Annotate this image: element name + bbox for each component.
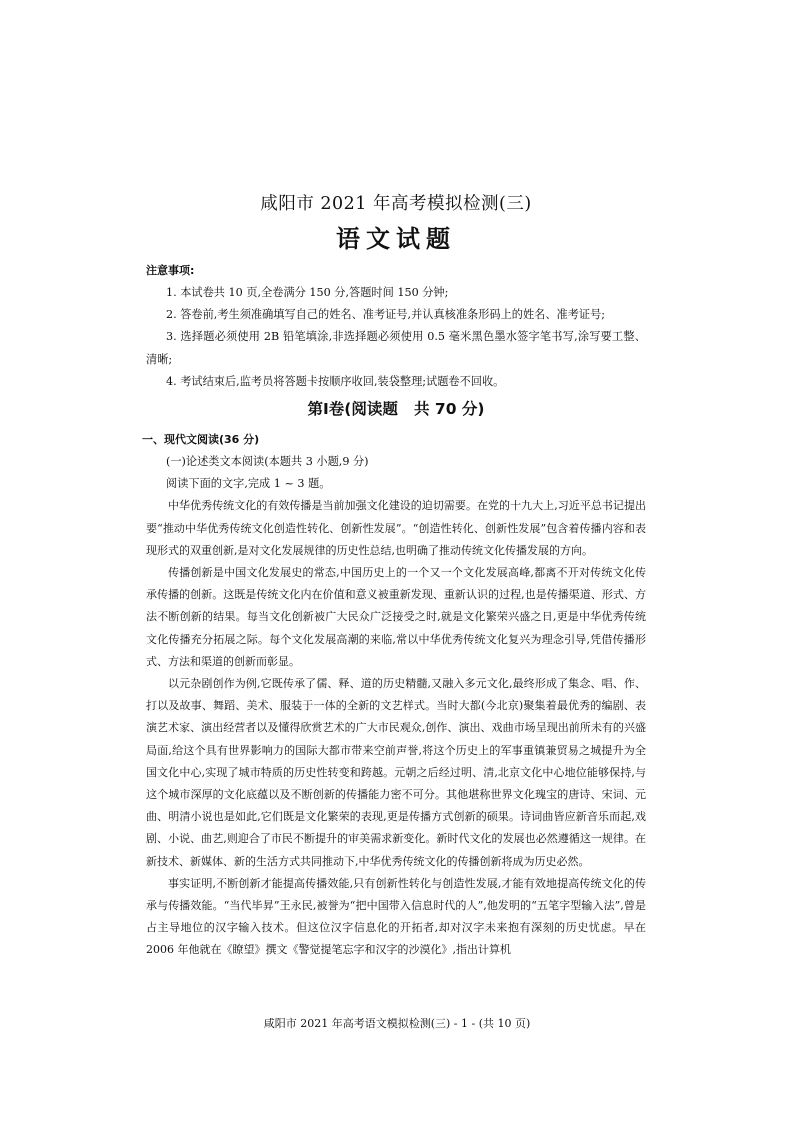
notice-section	[146, 260, 646, 393]
exam-subject-title: 语文试题	[336, 224, 456, 253]
passage-paragraph-2: 传播创新是中国文化发展史的常态,中国历史上的一个又一个文化发展高峰,都离不开对传统文化传承传播的创新。这既是传统文化内在价值和意义被重新发现、重新认识的过程,也是传播渠道、形式、方法不断创新的结果。每当文化创新被广大民众广泛接受之时,就是文化繁荣兴盛之日,更是中华优秀传统文化传播充分拓展之际。每个文化发展高潮的来临,常以中华优秀传统文化复兴为理念引导,凭借传播形式、方法和渠道的创新而彰显。	[146, 566, 646, 668]
passage-paragraph-4: 事实证明,不断创新才能提高传播效能,只有创新性转化与创造性发展,才能有效地提高传统文化的传承与传播效能。“当代毕昇”王永民,被誉为“把中国带入信息时代的人”,他发明的“五笔字型输入法”,曾是占主导地位的汉字输入技术。但这位汉字信息化的开拓者,却对汉字未来抱有深刻的历史忧虑。早在 2006 年他就在《瞭望》撰文《警觉提笔忘字和汉字的沙漠化》,指出计算机	[146, 876, 646, 957]
passage-paragraph-1: 中华优秀传统文化的有效传播是当前加强文化建设的迫切需要。在党的十九大上,习近平总书记提出要“推动中华优秀传统文化创造性转化、创新性发展”。“创造性转化、创新性发展”包含着传播内容和表现形式的双重创新,是对文化发展规律的历史性总结,也明确了推动传统文化传播发展的方向。	[146, 499, 646, 557]
part-one-title: 第Ⅰ卷(阅读题 共 70 分)	[307, 400, 485, 419]
sub-section-heading: (一)论述类文本阅读(本题共 3 小题,9 分)	[166, 455, 369, 469]
exam-main-title: 咸阳市 2021 年高考模拟检测(三)	[260, 194, 532, 214]
notice-item-4: 4. 考试结束后,监考员将答题卡按顺序收回,装袋整理;试题卷不回收。	[166, 374, 505, 388]
notice-heading: 注意事项:	[146, 264, 195, 277]
passage-paragraph-3: 以元杂剧创作为例,它既传承了儒、释、道的历史精髓,又融入多元文化,最终形成了集念、唱、作、打以及故事、舞蹈、美术、服装于一体的全新的文艺样式。当时大都(今北京)聚集着最优秀的编剧、表演艺术家、演出经营者以及懂得欣赏艺术的广大市民观众,创作、演出、戏曲市场呈现出前所未有的兴盛局面,给这个具有世界影响力的国际大都市带来空前声誉,将这个历史上的军事重镇兼贸易之城提升为全国文化中心,实现了城市特质的历史性转变和跨越。元朝之后经过明、清,北京文化中心地位能够保持,与这个城市深厚的文化底蕴以及不断创新的传播能力密不可分。其他堪称世界文化瑰宝的唐诗、宋词、元曲、明清小说也是如此,它们既是文化繁荣的表现,更是传播方式创新的硕果。诗词曲皆应新音乐而起,戏剧、小说、曲艺,则迎合了市民不断提升的审美需求新变化。新时代文化的发展也必然遵循这一规律。在新技术、新媒体、新的生活方式共同推动下,中华优秀传统文化的传播创新将成为历史必然。	[146, 677, 646, 868]
reading-instruction: 阅读下面的文字,完成 1 ~ 3 题。	[166, 477, 331, 491]
notice-item-2: 2. 答卷前,考生须准确填写自己的姓名、准考证号,并认真核准条形码上的姓名、准考证号;	[166, 308, 606, 322]
notice-item-3: 3. 选择题必须使用 2B 铅笔填涂,非选择题必须使用 0.5 毫米黑色墨水签字笔书写,涂写要工整、清晰;	[146, 330, 646, 366]
notice-item-1: 1. 本试卷共 10 页,全卷满分 150 分,答题时间 150 分钟;	[166, 286, 449, 299]
section-heading: 一、现代文阅读(36 分)	[142, 433, 260, 447]
section-modern-reading	[142, 429, 646, 962]
page-footer: 咸阳市 2021 年高考语文模拟检测(三) - 1 - (共 10 页)	[263, 1017, 531, 1030]
